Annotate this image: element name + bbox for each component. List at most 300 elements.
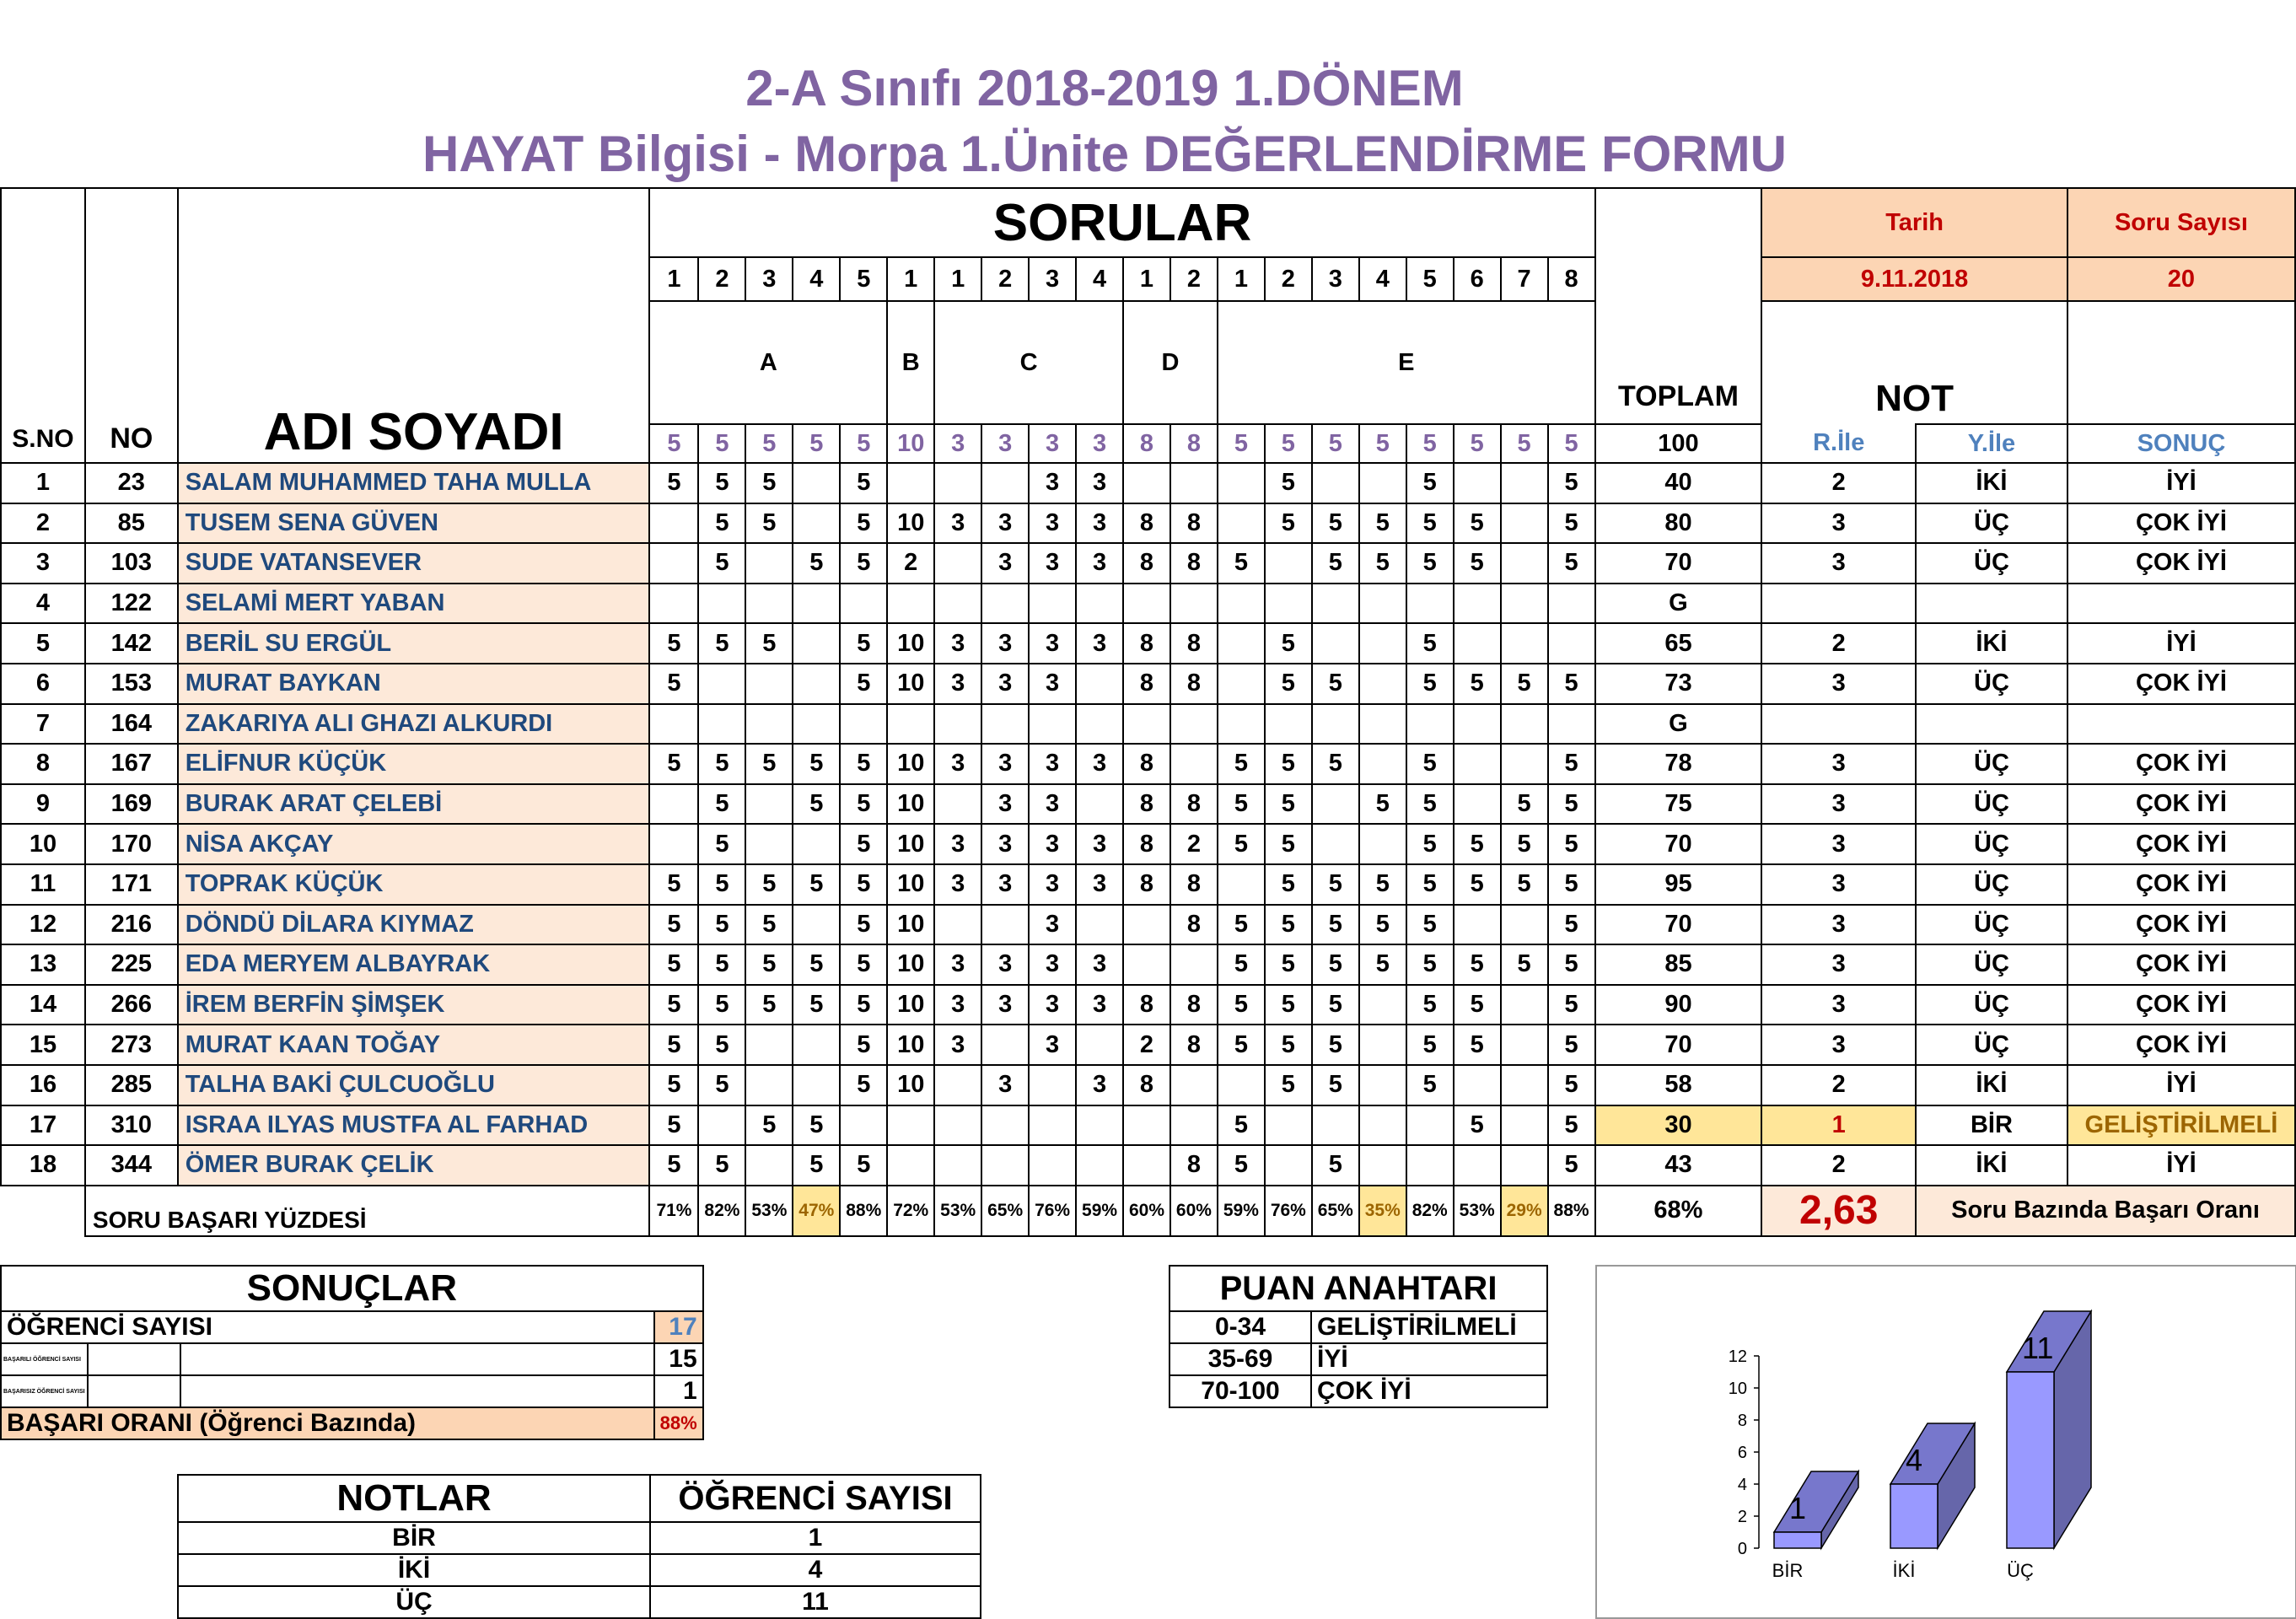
score-cell: 5 xyxy=(745,985,793,1025)
student-total: G xyxy=(1595,704,1762,745)
unsuccessful-count-value: 1 xyxy=(654,1375,703,1407)
score-cell xyxy=(1218,704,1265,745)
score-cell: 8 xyxy=(1123,543,1170,584)
score-cell: 5 xyxy=(1501,664,1548,704)
chart-canvas xyxy=(1597,1267,2295,1617)
score-cell: 3 xyxy=(934,503,981,544)
score-cell xyxy=(1265,1105,1312,1146)
question-success-percent: 60% xyxy=(1170,1186,1218,1236)
score-cell: 5 xyxy=(1265,623,1312,664)
score-cell: 5 xyxy=(649,1025,698,1065)
score-cell: 5 xyxy=(1265,944,1312,985)
score-cell: 5 xyxy=(1454,1105,1501,1146)
question-number: 2 xyxy=(1170,257,1218,301)
student-sno: 6 xyxy=(1,664,85,704)
question-group-a: A xyxy=(649,301,887,424)
question-number: 2 xyxy=(698,257,745,301)
score-cell xyxy=(1218,1065,1265,1105)
score-key-table xyxy=(1169,1265,1548,1408)
score-cell: 5 xyxy=(649,864,698,905)
score-cell: 3 xyxy=(1029,824,1076,864)
table-row xyxy=(1,1145,2295,1186)
score-cell xyxy=(1359,824,1406,864)
student-total: 30 xyxy=(1595,1105,1762,1146)
score-cell xyxy=(1312,623,1359,664)
score-cell: 5 xyxy=(793,864,840,905)
table-row xyxy=(1,824,2295,864)
score-cell xyxy=(793,704,840,745)
score-cell: 5 xyxy=(1359,543,1406,584)
score-cell: 5 xyxy=(1218,744,1265,784)
score-key-row xyxy=(1170,1311,1547,1343)
score-cell: 5 xyxy=(793,1105,840,1146)
score-cell xyxy=(981,1105,1029,1146)
score-cell xyxy=(649,584,698,624)
student-no: 153 xyxy=(85,664,178,704)
score-cell xyxy=(1454,1065,1501,1105)
question-success-percent: 53% xyxy=(1454,1186,1501,1236)
score-cell: 5 xyxy=(1406,944,1454,985)
grade-name: ÜÇ xyxy=(178,1586,650,1618)
score-cell: 5 xyxy=(1312,1025,1359,1065)
score-cell: 5 xyxy=(1312,543,1359,584)
student-name: SELAMİ MERT YABAN xyxy=(178,584,650,624)
student-total: 80 xyxy=(1595,503,1762,544)
score-cell xyxy=(1170,1065,1218,1105)
score-cell: 3 xyxy=(1029,664,1076,704)
question-number: 1 xyxy=(887,257,934,301)
student-name: SALAM MUHAMMED TAHA MULLA xyxy=(178,463,650,503)
score-cell xyxy=(1076,1025,1123,1065)
score-cell: 5 xyxy=(698,623,745,664)
score-cell: 5 xyxy=(840,864,887,905)
x-tick-label: BİR xyxy=(1772,1560,1804,1581)
table-row xyxy=(1,744,2295,784)
score-cell: 5 xyxy=(1406,985,1454,1025)
score-cell: 10 xyxy=(887,503,934,544)
score-cell: 3 xyxy=(1029,864,1076,905)
score-cell xyxy=(1406,1145,1454,1186)
grade-count: 4 xyxy=(650,1554,981,1586)
score-cell: 5 xyxy=(840,623,887,664)
question-success-percent: 76% xyxy=(1029,1186,1076,1236)
page-title: 2-A Sınıfı 2018-2019 1.DÖNEM xyxy=(745,60,1464,116)
header-result: SONUÇ xyxy=(2067,424,2295,463)
score-cell: 5 xyxy=(840,664,887,704)
score-cell xyxy=(1548,584,1595,624)
score-cell: 5 xyxy=(1548,1065,1595,1105)
student-r-grade: 3 xyxy=(1761,905,1916,945)
student-y-grade: ÜÇ xyxy=(1916,503,2067,544)
student-sno: 2 xyxy=(1,503,85,544)
student-result: ÇOK İYİ xyxy=(2067,664,2295,704)
score-cell: 3 xyxy=(934,985,981,1025)
score-cell: 5 xyxy=(1265,503,1312,544)
score-cell xyxy=(1218,503,1265,544)
score-cell xyxy=(934,584,981,624)
score-cell: 3 xyxy=(1029,905,1076,945)
score-cell: 3 xyxy=(1029,985,1076,1025)
student-sno: 5 xyxy=(1,623,85,664)
score-cell: 5 xyxy=(1548,864,1595,905)
score-cell: 5 xyxy=(698,1145,745,1186)
score-cell xyxy=(649,784,698,825)
student-result xyxy=(2067,584,2295,624)
student-name: TOPRAK KÜÇÜK xyxy=(178,864,650,905)
score-cell: 10 xyxy=(887,1065,934,1105)
score-cell: 10 xyxy=(887,824,934,864)
score-cell: 5 xyxy=(698,944,745,985)
data-label: 11 xyxy=(2022,1331,2054,1365)
student-total: 85 xyxy=(1595,944,1762,985)
question-points: 5 xyxy=(1406,424,1454,463)
score-cell: 5 xyxy=(1548,503,1595,544)
score-cell: 5 xyxy=(1548,664,1595,704)
score-cell xyxy=(981,905,1029,945)
score-cell: 2 xyxy=(1123,1025,1170,1065)
score-cell: 5 xyxy=(1548,463,1595,503)
student-r-grade: 2 xyxy=(1761,463,1916,503)
student-no: 85 xyxy=(85,503,178,544)
table-row xyxy=(1,944,2295,985)
footer-ratio-label: Soru Bazında Başarı Oranı xyxy=(1916,1186,2295,1236)
score-cell: 5 xyxy=(840,543,887,584)
grade-row xyxy=(178,1522,981,1554)
table-row xyxy=(1,623,2295,664)
score-cell: 5 xyxy=(1454,944,1501,985)
footer-average: 2,63 xyxy=(1761,1186,1916,1236)
score-cell: 8 xyxy=(1123,864,1170,905)
score-cell: 3 xyxy=(981,503,1029,544)
score-cell: 5 xyxy=(649,463,698,503)
bar xyxy=(1774,1532,1821,1548)
score-cell: 5 xyxy=(1265,1025,1312,1065)
score-cell: 5 xyxy=(649,905,698,945)
question-points: 5 xyxy=(1218,424,1265,463)
student-result: ÇOK İYİ xyxy=(2067,985,2295,1025)
score-cell: 5 xyxy=(698,824,745,864)
grade-count: 11 xyxy=(650,1586,981,1618)
score-cell: 5 xyxy=(1312,944,1359,985)
score-cell xyxy=(1265,704,1312,745)
score-cell: 8 xyxy=(1170,664,1218,704)
header-name: ADI SOYADI xyxy=(178,188,650,463)
student-name: MURAT KAAN TOĞAY xyxy=(178,1025,650,1065)
student-no: 170 xyxy=(85,824,178,864)
student-no: 169 xyxy=(85,784,178,825)
score-cell xyxy=(793,905,840,945)
student-name: MURAT BAYKAN xyxy=(178,664,650,704)
score-cell xyxy=(1123,1145,1170,1186)
score-cell xyxy=(1123,944,1170,985)
score-cell xyxy=(1312,1105,1359,1146)
score-cell xyxy=(1123,905,1170,945)
student-no: 103 xyxy=(85,543,178,584)
table-row xyxy=(1,664,2295,704)
student-r-grade: 2 xyxy=(1761,1065,1916,1105)
table-row xyxy=(1,543,2295,584)
score-cell xyxy=(1170,944,1218,985)
table-row xyxy=(1,1065,2295,1105)
score-cell: 5 xyxy=(698,1025,745,1065)
table-row xyxy=(1,985,2295,1025)
student-no: 164 xyxy=(85,704,178,745)
score-cell: 5 xyxy=(1406,503,1454,544)
student-name: ISRAA ILYAS MUSTFA AL FARHAD xyxy=(178,1105,650,1146)
question-success-percent: 35% xyxy=(1359,1186,1406,1236)
student-name: BERİL SU ERGÜL xyxy=(178,623,650,664)
student-r-grade: 2 xyxy=(1761,623,1916,664)
table-row xyxy=(1,905,2295,945)
student-name: ÖMER BURAK ÇELİK xyxy=(178,1145,650,1186)
score-cell xyxy=(1454,905,1501,945)
score-cell xyxy=(934,1105,981,1146)
score-cell: 5 xyxy=(1265,824,1312,864)
score-cell xyxy=(1359,664,1406,704)
header-sno: S.NO xyxy=(1,188,85,463)
score-cell: 3 xyxy=(934,824,981,864)
score-cell: 5 xyxy=(745,503,793,544)
score-cell: 3 xyxy=(1029,1025,1076,1065)
grades-table xyxy=(177,1474,981,1619)
score-cell: 5 xyxy=(840,944,887,985)
score-cell xyxy=(1454,744,1501,784)
score-cell: 3 xyxy=(1029,744,1076,784)
student-r-grade: 3 xyxy=(1761,664,1916,704)
score-cell xyxy=(934,1065,981,1105)
student-r-grade: 3 xyxy=(1761,744,1916,784)
score-cell: 5 xyxy=(649,944,698,985)
student-count-label: ÖĞRENCİ SAYISI xyxy=(1,1311,654,1343)
score-cell xyxy=(1454,704,1501,745)
score-cell: 5 xyxy=(1501,824,1548,864)
score-cell: 5 xyxy=(840,463,887,503)
question-number: 3 xyxy=(745,257,793,301)
y-tick-label: 6 xyxy=(1737,1444,1747,1462)
header-y-ile: Y.İle xyxy=(1916,424,2067,463)
question-points: 5 xyxy=(1265,424,1312,463)
question-number: 3 xyxy=(1312,257,1359,301)
student-result: ÇOK İYİ xyxy=(2067,824,2295,864)
question-points: 3 xyxy=(1029,424,1076,463)
student-no: 285 xyxy=(85,1065,178,1105)
score-cell xyxy=(1501,584,1548,624)
score-cell xyxy=(649,704,698,745)
score-cell: 3 xyxy=(981,744,1029,784)
score-cell xyxy=(1265,1145,1312,1186)
score-cell xyxy=(1501,704,1548,745)
student-y-grade: ÜÇ xyxy=(1916,864,2067,905)
header-questions: SORULAR xyxy=(649,188,1594,257)
question-group-d: D xyxy=(1123,301,1218,424)
score-cell: 8 xyxy=(1123,985,1170,1025)
score-cell: 8 xyxy=(1170,1025,1218,1065)
score-cell: 3 xyxy=(1076,543,1123,584)
question-success-percent: 59% xyxy=(1218,1186,1265,1236)
header-date-label: Tarih xyxy=(1761,188,2067,257)
score-cell xyxy=(1501,503,1548,544)
score-key-range: 35-69 xyxy=(1170,1343,1311,1375)
student-y-grade: İKİ xyxy=(1916,463,2067,503)
score-cell xyxy=(1501,985,1548,1025)
student-no: 142 xyxy=(85,623,178,664)
score-cell: 8 xyxy=(1123,503,1170,544)
student-r-grade: 1 xyxy=(1761,1105,1916,1146)
question-points: 3 xyxy=(1076,424,1123,463)
student-no: 273 xyxy=(85,1025,178,1065)
score-cell xyxy=(1265,543,1312,584)
student-result: ÇOK İYİ xyxy=(2067,744,2295,784)
student-r-grade xyxy=(1761,704,1916,745)
student-no: 344 xyxy=(85,1145,178,1186)
score-cell: 3 xyxy=(981,944,1029,985)
score-cell xyxy=(934,905,981,945)
score-cell: 5 xyxy=(1548,1025,1595,1065)
student-name: NİSA AKÇAY xyxy=(178,824,650,864)
question-points: 5 xyxy=(1501,424,1548,463)
score-cell: 3 xyxy=(1029,543,1076,584)
score-cell: 5 xyxy=(793,1145,840,1186)
question-points: 5 xyxy=(1359,424,1406,463)
student-sno: 7 xyxy=(1,704,85,745)
student-total: 40 xyxy=(1595,463,1762,503)
score-cell xyxy=(793,623,840,664)
question-number: 4 xyxy=(1359,257,1406,301)
student-name: SUDE VATANSEVER xyxy=(178,543,650,584)
student-y-grade: ÜÇ xyxy=(1916,664,2067,704)
student-name: ZAKARIYA ALI GHAZI ALKURDI xyxy=(178,704,650,745)
score-cell: 8 xyxy=(1123,824,1170,864)
score-cell xyxy=(1501,1145,1548,1186)
score-cell: 3 xyxy=(1076,824,1123,864)
score-cell: 5 xyxy=(1359,944,1406,985)
table-row xyxy=(1,784,2295,825)
question-success-percent: 65% xyxy=(1312,1186,1359,1236)
score-cell xyxy=(1501,463,1548,503)
student-total: 95 xyxy=(1595,864,1762,905)
score-cell: 5 xyxy=(745,1105,793,1146)
score-cell: 5 xyxy=(649,744,698,784)
score-cell: 5 xyxy=(1548,824,1595,864)
student-sno: 13 xyxy=(1,944,85,985)
grade-count: 1 xyxy=(650,1522,981,1554)
score-cell: 10 xyxy=(887,944,934,985)
y-tick-label: 2 xyxy=(1737,1508,1747,1526)
table-row xyxy=(1,864,2295,905)
score-cell xyxy=(793,503,840,544)
score-cell: 5 xyxy=(793,944,840,985)
score-cell: 5 xyxy=(745,623,793,664)
score-cell: 8 xyxy=(1123,784,1170,825)
score-cell: 5 xyxy=(1548,985,1595,1025)
score-cell: 5 xyxy=(649,623,698,664)
score-cell: 5 xyxy=(1501,944,1548,985)
question-number: 2 xyxy=(981,257,1029,301)
score-cell xyxy=(840,584,887,624)
grades-title: NOTLAR xyxy=(178,1475,650,1522)
score-cell: 8 xyxy=(1170,784,1218,825)
score-cell xyxy=(1312,704,1359,745)
score-cell xyxy=(1359,1145,1406,1186)
score-cell xyxy=(1406,704,1454,745)
student-y-grade: ÜÇ xyxy=(1916,824,2067,864)
score-cell: 5 xyxy=(1454,543,1501,584)
score-cell: 5 xyxy=(793,744,840,784)
score-key-label: GELİŞTİRİLMELİ xyxy=(1311,1311,1547,1343)
student-result: İYİ xyxy=(2067,1065,2295,1105)
score-cell: 3 xyxy=(981,824,1029,864)
header-grade: NOT xyxy=(1761,301,2067,424)
question-success-percent: 59% xyxy=(1076,1186,1123,1236)
score-cell: 5 xyxy=(698,905,745,945)
student-name: ELİFNUR KÜÇÜK xyxy=(178,744,650,784)
score-cell xyxy=(1359,1105,1406,1146)
student-sno: 4 xyxy=(1,584,85,624)
score-key-row xyxy=(1170,1343,1547,1375)
question-success-percent: 53% xyxy=(745,1186,793,1236)
score-cell: 5 xyxy=(698,744,745,784)
student-result: İYİ xyxy=(2067,623,2295,664)
score-cell: 5 xyxy=(1548,1145,1595,1186)
score-cell: 5 xyxy=(1406,824,1454,864)
student-total: 70 xyxy=(1595,905,1762,945)
score-cell: 10 xyxy=(887,864,934,905)
score-cell: 5 xyxy=(698,985,745,1025)
question-group-c: C xyxy=(934,301,1123,424)
success-rate-label: BAŞARI ORANI (Öğrenci Bazında) xyxy=(1,1407,654,1439)
score-cell xyxy=(745,824,793,864)
score-cell xyxy=(1218,463,1265,503)
score-cell xyxy=(887,584,934,624)
student-y-grade: ÜÇ xyxy=(1916,944,2067,985)
score-cell: 5 xyxy=(1501,864,1548,905)
data-label: 1 xyxy=(1789,1491,1807,1525)
score-cell: 5 xyxy=(1548,784,1595,825)
score-cell xyxy=(1501,905,1548,945)
score-cell xyxy=(1029,1065,1076,1105)
x-tick-label: ÜÇ xyxy=(2007,1560,2034,1581)
score-cell: 5 xyxy=(1312,744,1359,784)
score-cell xyxy=(1548,623,1595,664)
student-r-grade: 3 xyxy=(1761,503,1916,544)
student-r-grade: 3 xyxy=(1761,944,1916,985)
table-row xyxy=(1,584,2295,624)
score-cell: 8 xyxy=(1170,985,1218,1025)
question-success-percent: 29% xyxy=(1501,1186,1548,1236)
score-cell xyxy=(1076,784,1123,825)
score-cell xyxy=(1359,584,1406,624)
score-cell xyxy=(981,463,1029,503)
student-sno: 1 xyxy=(1,463,85,503)
score-cell: 5 xyxy=(649,1145,698,1186)
score-cell xyxy=(745,1065,793,1105)
score-cell: 5 xyxy=(1312,864,1359,905)
student-result: İYİ xyxy=(2067,1145,2295,1186)
score-cell: 5 xyxy=(745,905,793,945)
student-sno: 16 xyxy=(1,1065,85,1105)
score-cell xyxy=(1029,1145,1076,1186)
score-cell: 3 xyxy=(1029,784,1076,825)
question-points: 10 xyxy=(887,424,934,463)
successful-count-label: BAŞARILI ÖĞRENCİ SAYISI xyxy=(1,1343,88,1375)
score-cell xyxy=(1454,584,1501,624)
score-cell xyxy=(1076,1105,1123,1146)
student-r-grade: 3 xyxy=(1761,985,1916,1025)
score-cell: 3 xyxy=(1076,623,1123,664)
score-cell: 5 xyxy=(649,1105,698,1146)
score-cell: 5 xyxy=(1359,784,1406,825)
score-cell xyxy=(698,584,745,624)
